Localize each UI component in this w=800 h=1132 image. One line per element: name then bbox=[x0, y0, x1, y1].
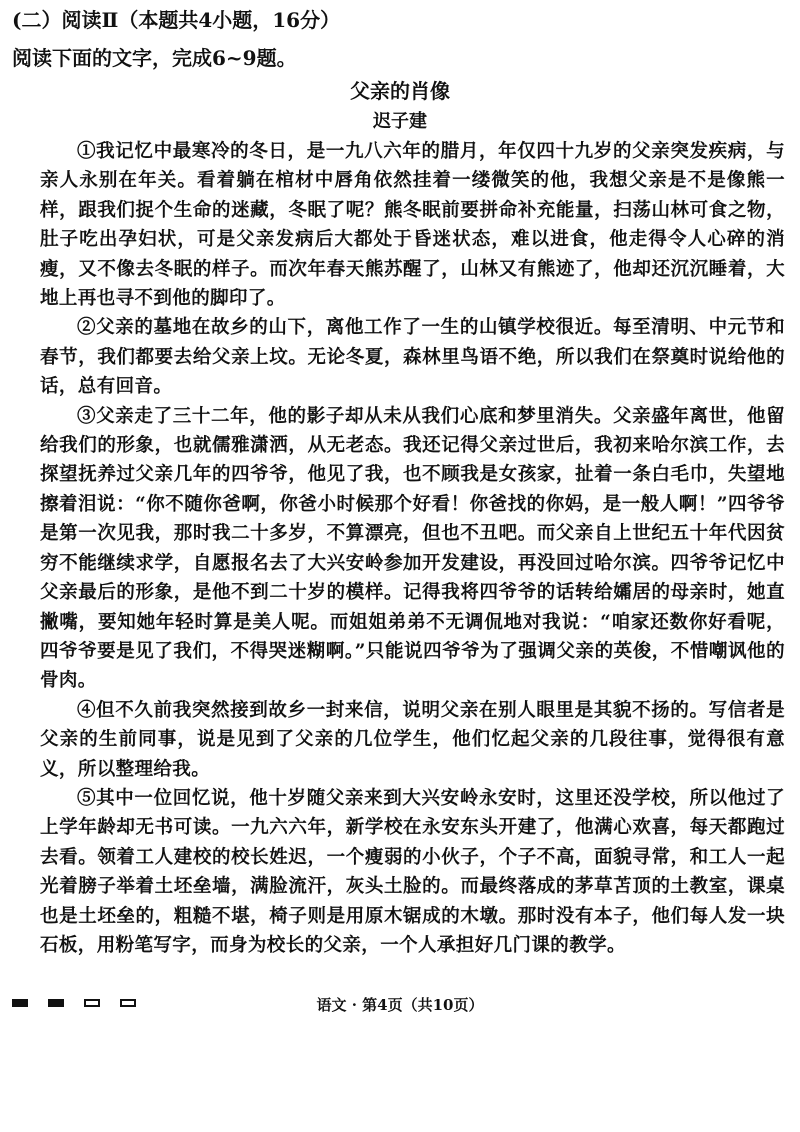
paragraph-5: ⑤其中一位回忆说，他十岁随父亲来到大兴安岭永安时，这里还没学校，所以他过了上学年龄却无书可读。一九六六年，新学校在永安东头开建了，他满心欢喜，每天都跑过去看。领着工人建校的校长姓迟，一个瘦弱的小伙子，个子不高，面貌寻常，和工人一起光着膀子举着土坯垒墙，满脸流汗，灰头土脸的。而最终落成的茅草苫顶的土教室，课桌也是土坯垒的，粗糙不堪，椅子则是用原木锯成的木墩。那时没有本子，他们每人发一块石板，用粉笔写字，而身为校长的父亲，一个人承担好几门课的教学。 bbox=[40, 787, 785, 956]
page-number: 语文 · 第4页（共10页） bbox=[316, 996, 484, 1014]
paragraph-2: ②父亲的墓地在故乡的山下，离他工作了一生的山镇学校很近。每至清明、中元节和春节，我们都要去给父亲上坟。无论冬夏，森林里鸟语不绝，所以我们在祭奠时说给他的话，总有回音。 bbox=[40, 317, 785, 398]
section-heading: (二）阅读Ⅱ（本题共4小题，16分） bbox=[12, 8, 341, 32]
paragraph-4: ④但不久前我突然接到故乡一封来信，说明父亲在别人眼里是其貌不扬的。写信者是父亲的生前同事，说是见到了父亲的几位学生，他们忆起父亲的几段往事，觉得很有意义，所以整理给我。 bbox=[40, 699, 785, 780]
article-author: 迟子建 bbox=[373, 111, 427, 132]
paragraph-1: ①我记忆中最寒冷的冬日，是一九八六年的腊月，年仅四十九岁的父亲突发疾病，与亲人永别在年关。看着躺在棺材中唇角依然挂着一缕微笑的他，我想父亲是不是像熊一样，跟我们捉个生命的迷藏，冬眠了呢？熊冬眠前要拼命补充能量，扫荡山林可食之物，肚子吃出孕妇状，可是父亲发病后大都处于昏迷状态，难以进食，他走得令人心碎的消瘦，又不像去冬眠的样子。而次年春天熊苏醒了，山林又有熊迹了，他却还沉沉睡着，大地上再也寻不到他的脚印了。 bbox=[40, 141, 785, 310]
article-body bbox=[40, 137, 785, 960]
paragraph-3: ③父亲走了三十二年，他的影子却从未从我们心底和梦里消失。父亲盛年离世，他留给我们的形象，也就儒雅潇洒，从无老态。我还记得父亲过世后，我初来哈尔滨工作，去探望抚养过父亲几年的四爷爷，他见了我，也不顾我是女孩家，扯着一条白毛巾，失望地擦着泪说：“你不随你爸啊，你爸小时候那个好看！你爸找的你妈，是一般人啊！”四爷爷是第一次见我，那时我二十多岁，不算漂亮，但也不丑吧。而父亲自上世纪五十年代因贫穷不能继续求学，自愿报名去了大兴安岭参加开发建设，再没回过哈尔滨。四爷爷记忆中父亲最后的形象，是他不到二十岁的模样。记得我将四爷爷的话转给孀居的母亲时，她直撇嘴，要知她年轻时算是美人呢。而姐姐弟弟不无调侃地对我说：“咱家还数你好看呢，四爷爷要是见了我们，不得哭迷糊啊。”只能说四爷爷为了强调父亲的英俊，不惜嘲讽他的骨肉。 bbox=[40, 405, 785, 692]
article-title: 父亲的肖像 bbox=[350, 79, 450, 103]
section-instruction: 阅读下面的文字，完成6~9题。 bbox=[12, 46, 297, 70]
